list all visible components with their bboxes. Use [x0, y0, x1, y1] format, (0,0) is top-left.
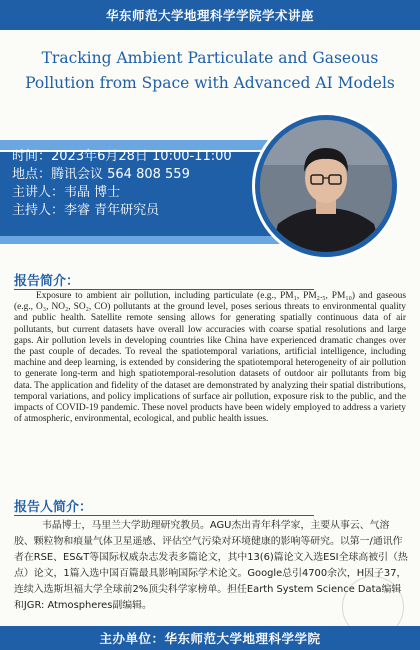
bottom-banner: [0, 626, 420, 650]
organizer-text: 主办单位：华东师范大学地理科学学院: [99, 631, 321, 646]
talk-host: 主持人：李睿 青年研究员: [12, 203, 160, 218]
talk-info: [12, 148, 232, 220]
bio-heading: 报告人简介：: [14, 496, 92, 515]
decor-stripe-bottom: [0, 236, 290, 244]
top-banner: [0, 0, 420, 30]
talk-speaker: 主讲人：韦晶 博士: [12, 185, 121, 200]
talk-place: 地点：腾讯会议 564 808 559: [12, 167, 190, 182]
bio-text: 韦晶博士，马里兰大学助理研究教员。AGU杰出青年科学家，主要从事云、气溶胶、颗粒物和痕量气体卫星遥感、评估空气污染对环境健康的影响等研究。以第一/通讯作者在RSE、ES&T等国际权威杂志发表多篇论文，其中13(6)篇论文入选ESI全球高被引（热点）论文，1篇入选中国百篇最具影响国际学术论文。Google总引4700余次，H因子37，连续入选斯坦福大学全球前2%顶尖科学家榜单。担任Earth System Science Data编辑和JGR: Atmospheres副编辑。: [14, 520, 408, 611]
talk-title: Tracking Ambient Particulate and Gaseous Pollution from Space with Advanced AI Models: [25, 49, 395, 92]
banner-text: 华东师范大学地理科学学院学术讲座: [105, 8, 314, 23]
abstract-heading: 报告简介：: [14, 270, 79, 289]
talk-time: 时间：2023年6月28日 10:00-11:00: [12, 149, 232, 164]
speaker-portrait-icon: [260, 120, 392, 252]
speaker-photo: [260, 120, 392, 252]
abstract-text: Exposure to ambient air pollution, including particulate (e.g., PM₁, PM₂.₅, PM₁₀) and gaseous (e.g., O₃, NO₂, SO₂, CO) pollutants at the ground level, poses serious threats to environmental quality and public health. Satellite remote sensing allows for generating spatially continuous data of air pollutants, but current datasets have overall low accuracies with coarse spatial resolutions and large gaps. Air pollution levels in developing countries like China have experienced dramatic changes over the past couple of decades. To reveal the spatiotemporal variations, artificial intelligence, including machine and deep learning, is extended by considering the spatiotemporal heterogeneity of air pollution to generate long-term and high spatiotemporal-resolution datasets of outdoor air pollutants from big data. The application and fidelity of the dataset are demonstrated by analyzing their spatial distributions, temporal variations, and policy implications of surface air pollution, exposure risk to the public, and the impacts of COVID-19 pandemic. These novel products have been widely employed to address a variety of atmospheric, environmental, ecological, and public health issues.: [14, 291, 406, 425]
